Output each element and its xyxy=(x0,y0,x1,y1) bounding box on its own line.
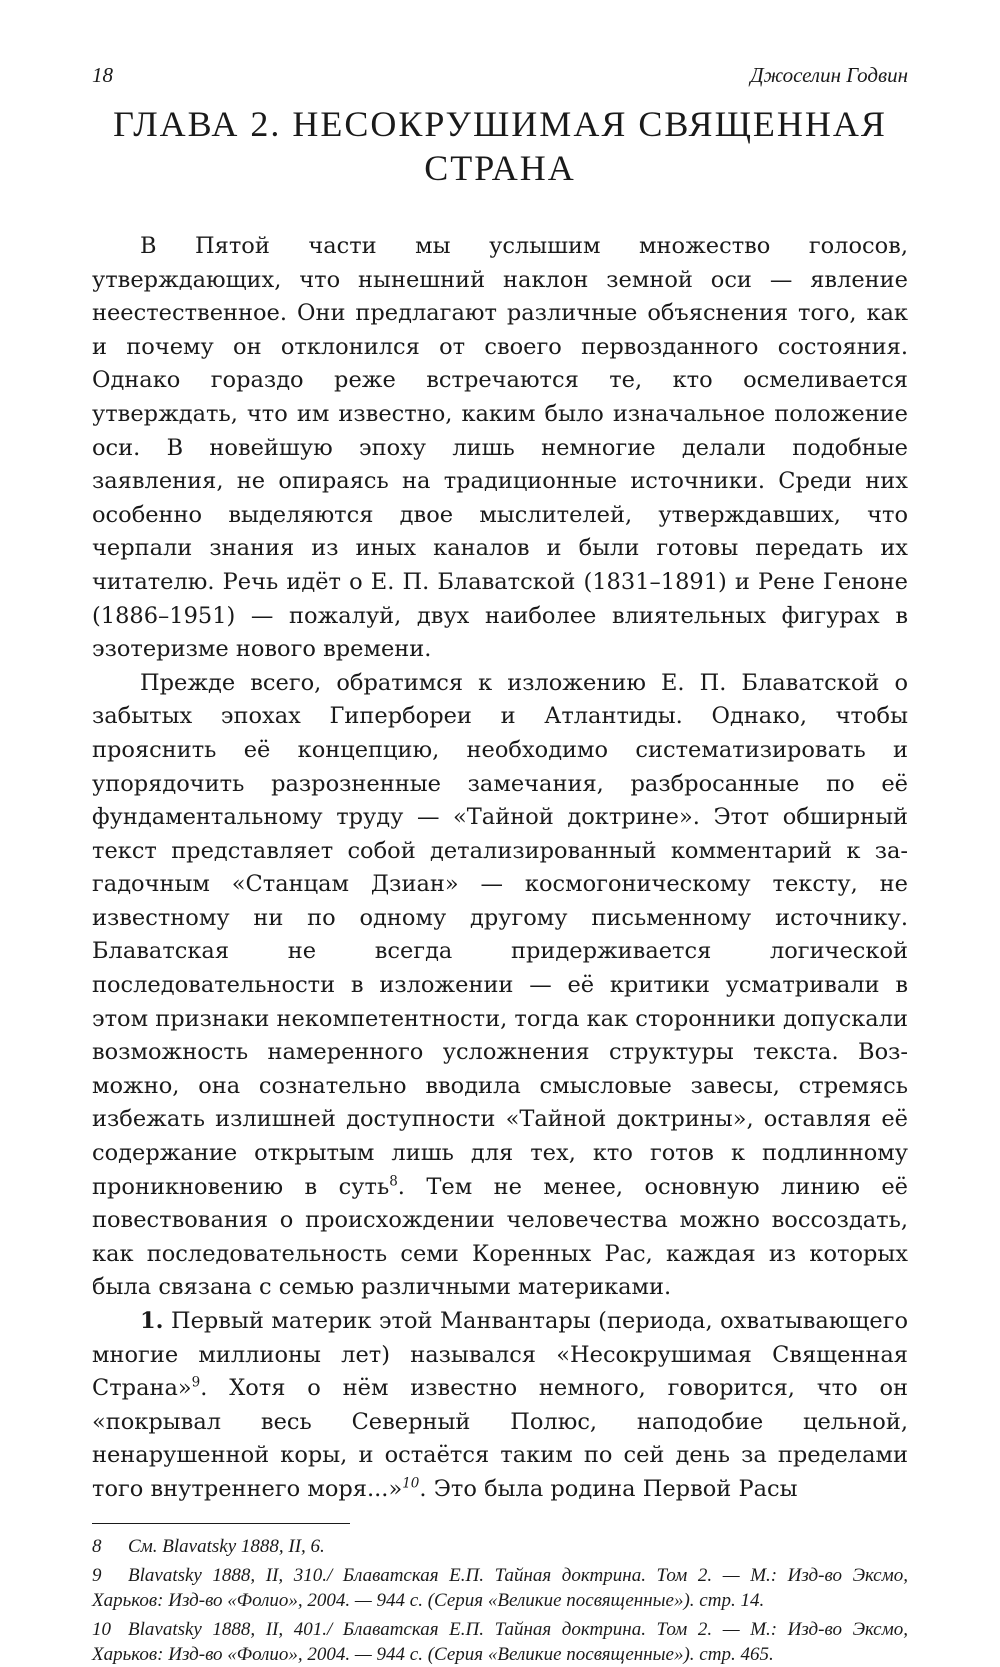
paragraph-3 xyxy=(92,1305,908,1507)
footnote-number: 10 xyxy=(92,1618,111,1640)
chapter-title: ГЛАВА 2. НЕСОКРУШИМАЯ СВЯЩЕННАЯ СТРАНА xyxy=(113,104,887,188)
footnote-ref-9[interactable]: 9 xyxy=(191,1374,201,1391)
footnote xyxy=(92,1617,908,1667)
footnote-divider xyxy=(92,1523,350,1524)
footnote-ref-10[interactable]: 10 xyxy=(402,1475,420,1492)
body-text xyxy=(92,230,908,1507)
paragraph-3-part-c: . Это была родина Первой Расы xyxy=(419,1475,798,1502)
footnote xyxy=(92,1534,908,1559)
paragraph-3-part-a: Первый материк этой Манвантары (периода, охватывающего многие миллионы лет) назывался «Несокрушимая Священная Страна» xyxy=(92,1308,908,1402)
running-header xyxy=(92,62,908,88)
footnote xyxy=(92,1563,908,1613)
footnote-number: 9 xyxy=(92,1564,102,1586)
footnotes xyxy=(92,1534,908,1667)
paragraph-1: В Пятой части мы услышим множество голосов, утверждающих, что нынешний наклон земной оси — явление неестественное. Они предлагают различные объяснения того, как и почему он отклонился от своего первозданного состояния. Однако гораздо реже встречаются те, кто осмеливается утверждать, что им известно, каким было изначальное положение оси. В новейшую эпоху лишь немногие делали подобные заявления, не опираясь на традиционные источники. Среди них особенно выделяются двое мыслителей, утверждавших, что черпали знания из иных каналов и были готовы передать их читателю. Речь идёт о Е. П. Блаватской (1831–1891) и Рене Геноне (1886–1951) — пожалуй, двух наиболее влиятельных фигурах в эзотеризме нового времени. xyxy=(92,233,908,663)
footnote-text: Blavatsky 1888, II, 401./ Блаватская Е.П. Тайная доктрина. Том 2. — М.: Изд-во Эксмо, Харьков: Изд-во «Фолио», 2004. — 944 с. (Серия «Великие посвященные»). стр. 465. xyxy=(92,1618,908,1665)
footnote-text: См. Blavatsky 1888, II, 6. xyxy=(128,1535,325,1557)
footnote-ref-8[interactable]: 8 xyxy=(389,1173,398,1190)
footnote-text: Blavatsky 1888, II, 310./ Блаватская Е.П. Тайная доктрина. Том 2. — М.: Изд-во Эксмо, Харьков: Изд-во «Фолио», 2004. — 944 с. (Серия «Великие посвященные»). стр. 14. xyxy=(92,1564,908,1611)
page-number: 18 xyxy=(92,63,113,87)
footnote-number: 8 xyxy=(92,1535,102,1557)
list-number: 1. xyxy=(140,1308,164,1334)
paragraph-2-main: Прежде всего, обратимся к изложению Е. П. Блаватской о забытых эпохах Гипербореи и Атлантиды. Однако, чтобы прояснить её концепцию, необходимо систематизировать и упорядочить разрозненные замечания, разбросанные по её фундаментальному труду — «Тайной доктрине». Этот обширный текст представляет собой детализированный комментарий к загадочным «Станцам Дзиан» — космогоническому тексту, не известному ни по одному другому письменному источнику. Блаватская не всегда придерживается логической последовательности в изложении — её критики усматривали в этом признаки некомпетентности, тогда как сторонники допускали возможность намеренного усложнения структуры текста. Возможно, она сознательно вводила смысловые завесы, стремясь избежать излишней доступности «Тайной доктрины», оставляя её содержание открытым лишь для тех, кто готов к подлинному проникновению в суть xyxy=(92,669,909,1200)
paragraph-2-end: . Тем не менее, основную линию её повествования о происхождении человечества можно воссоздать, как последовательность семи Коренных Рас, каждая из которых была связана с семью различными материками. xyxy=(92,1173,908,1301)
paragraph-3-part-b: . Хотя о нём известно немного, говорится, что он «покрывал весь Северный Полюс, наподобие цельной, ненарушенной коры, и остаётся таким по сей день за пределами того внутреннего моря...» xyxy=(92,1375,908,1502)
paragraph-2 xyxy=(92,667,908,1305)
running-author: Джоселин Годвин xyxy=(750,63,908,87)
